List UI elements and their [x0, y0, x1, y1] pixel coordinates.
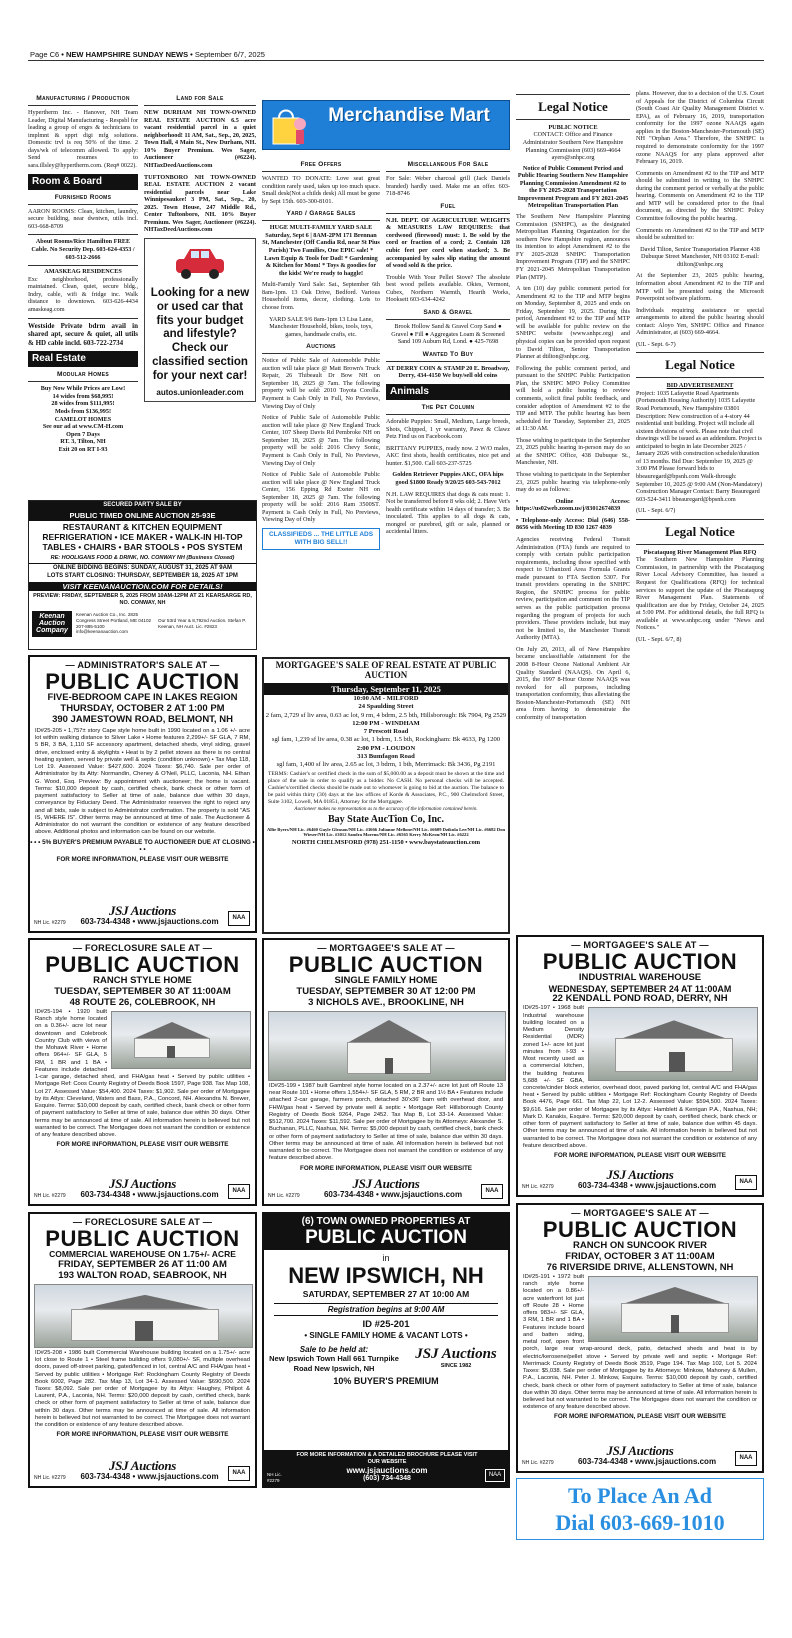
ad-address: 48 ROUTE 26, COLEBROOK, NH: [69, 997, 216, 1009]
sale-details: sgl fam, 1,400 sf liv area, 2.65 ac lot, 3 bdrm, 1 bth, Merrimack: Bk 3436, Pg 2191: [276, 761, 496, 769]
ad-date: FRIDAY, SEPTEMBER 26 AT 11:00 AM: [58, 1258, 227, 1270]
ad-footer: [30, 1458, 255, 1484]
ad-footer: [264, 1176, 508, 1202]
sale-time: 10:00 AM - MILFORD: [353, 695, 419, 703]
legal-paragraph: On July 20, 2013, all of New Hampshire became unclassifiable /attainment for the 2008 8-Hour Ozone National Ambient Air Quality Standard (NAAQS). On April 6, 2015, the 1997 8-Hour Ozone NAAQS was revoked for all purposes, including transportation conformity, thus alleviating the Boston-Manchester-Portsmouth (SE) NH area from having to demonstrate the conformity of transportation: [516, 645, 630, 721]
rfq-body: The Southern New Hampshire Planning Commission, in partnership with the Piscataquog River Local Advisory Committee, has issued a Request for Qualifications (RFQ) for technical services to support the update of the Piscataquog River Management Plan. Statements of qualification are due by Friday, October 24, 2025 at 5:00 PM. For additional details, the full RFQ is available at www.snhpc.org under "News and Notices.": [636, 556, 764, 632]
property-photo: [588, 1007, 758, 1081]
jsj-logo: JSJ Auctions: [606, 1167, 674, 1183]
legal-paragraph: Individuals requiring assistance or special arrangements to attend the public hearing should contact: Aloyo Yen, SNHPC Office and Finance Administrator, at (603) 669-4664.: [636, 306, 764, 337]
ad-description: ID#25-199 • 1987 built Gambrel style home located on a 2.37+/- acre lot just off Route 13 near Route 101 • Home offers 1,554+/- SF GLA, 5 RM, 2 BR and 1½ BA • Features include attached 2-car garage, farmers porch, detached 30'x36' barn with overhead door, and FHW/gas heat • Served by private well & septic • Mortgage Ref: Hillsborough County Registry of Deeds Book 9264, Page 2452. Tax Map B, Lot 33-14. Assessed Value: $512,700. 2024 Taxes: $11,592. Sale per order of Mortgagee by its Attorneys: Alexander S. Buchanan, PLLC, Nashua, NH. Terms: $5,000 deposit by cash, certified check, bank check or other form of payment satisfactory to Seller at time of sale, balance due within 30 days. Other terms may be announced at time of sale. All information herein is believed but not warranted to be correct. The Mortgagee does not warrant the condition or existence of any feature described above.: [269, 1082, 503, 1162]
merchandise-mart-title: Merchandise Mart: [328, 105, 490, 126]
ad-id: ID #25-201: [362, 1319, 410, 1331]
ad-more-info: FOR MORE INFORMATION, PLEASE VISIT OUR WEBSITE: [553, 1413, 726, 1421]
ad-kicker: SECURED PARTY SALE BY: [29, 501, 256, 510]
listing: Brook Hollow Sand & Gravel Corp Sand ● Gravel ● Fill ● Aggregates Loam & Screened Sand 109 Auburn Rd, Lond. ● 425-7698: [391, 322, 505, 346]
ad-premium: • • • 5% BUYER'S PREMIUM PAYABLE TO AUCTIONEER DUE AT CLOSING • • •: [30, 838, 255, 854]
section-head: Modular Homes: [28, 370, 138, 382]
ad-date: THURSDAY, OCTOBER 2 AT 1:00 PM: [60, 703, 225, 715]
ad-property: • SINGLE FAMILY HOME & VACANT LOTS •: [304, 1330, 468, 1340]
zoom-link[interactable]: • Online Access: https://us02web.zoom.us/j/83012674839: [516, 497, 630, 513]
ad-address: 3 NICHOLS AVE., BROOKLINE, NH: [308, 997, 464, 1009]
ad-property: COMMERCIAL WAREHOUSE ON 1.75+/- ACRE: [49, 1249, 236, 1260]
jsj-logo: JSJ Auctions: [415, 1345, 497, 1362]
listing: Westside Private bdrm avail in shared apt, secure & quiet, all utils & HD cable incld. 603-722-2734: [28, 318, 138, 348]
ad-license: Our 53rd Year & 8,792nd Auction. Stefan P. Keenan, NH Auct. Lic. #2823: [158, 618, 247, 629]
section-head: Manufacturing / Production: [28, 94, 138, 106]
ad-held: Sale to be held at:: [299, 1344, 369, 1354]
jsj-logo: JSJ Auctions: [108, 1458, 177, 1474]
legal-paragraph: plans. However, due to a decision of the U.S. Court of Appeals for the District of Columbia Circuit (South Coast Air Quality Management District v. EPA), as of February 16, 2019, transportation conformity for the 1997 ozone NAAQS again applies in the Boston-Manchester-Portsmouth (SE) NH "Orphan Area." Therefore, the SNHPC is required to demonstrate conformity for the 1997 ozone NAAQS for any plans approved after February 16, 2019.: [636, 90, 764, 166]
listing: Notice of Public Sale of Automobile Public auction will take place @ New England Truck Center, 156 Epping Rd Exeter NH on September 18, 2025 @ 7am. The following property will be sold: 2016 Ram 3500ST. Payment is Cash Only in Full, No Previews, Viewing Day of Only: [262, 471, 380, 524]
merchandise-mart-banner: [262, 100, 510, 150]
listing: Exc neighborhood, professionally maintained. Clean, quiet, secure bldg., Indry, cable, wifi & fridge inc. Walk distance to downtown. 603-626-4434 amaskeag.com: [28, 275, 138, 313]
section-head: Yard / Garage Sales: [262, 209, 380, 221]
jsj-logo: JSJ Auctions: [352, 1176, 420, 1192]
ad-line: See our ad at www.CM-H.com: [42, 423, 124, 431]
property-photo: [268, 1011, 506, 1081]
listing: AT DERRY COIN & STAMP 20 E. Broadway, Derry, 434-4150 We buy/sell old coins: [386, 364, 510, 380]
ad-footer: [30, 1176, 255, 1202]
ad-footer: [518, 1443, 762, 1469]
listing: N.H. DEPT. OF AGRICULTURE WEIGHTS & MEASURES LAW REQUIRES: that cordwood (firewood) must: 1. Be sold by the cord or fraction of a cord; 2. Contain 128 cubic feet per cord when stacked; 3. Be accompanied by sales slip stating the amount of wood sold & the price.: [386, 216, 510, 270]
ad-more-info: FOR MORE INFORMATION, PLEASE VISIT OUR WEBSITE: [56, 1431, 229, 1439]
section-head: Wanted To Buy: [386, 350, 510, 362]
jsj-logo: JSJ Auctions: [108, 1176, 177, 1192]
ad-bid-start: ONLINE BIDDING BEGINS: SUNDAY, AUGUST 31, 2025 AT 9AM: [29, 563, 256, 572]
sale-address: 24 Spaulding Street: [358, 703, 414, 711]
legal-contact: CONTACT: Office and Finance Administrator Southern New Hampshire Planning Commission (603) 669-4664 ayers@snhpc.org: [522, 131, 624, 162]
ad-headline: PUBLIC AUCTION: [45, 669, 240, 695]
legal-column-1: [516, 90, 630, 721]
sale-details: sgl fam, 1,239 sf liv area, 0.38 ac lot, 1 bdrm, 1.5 bth, Rockingham: Bk 4633, Pg 1200: [271, 736, 501, 744]
listing: Hypertherm Inc. - Hanover, NH Team Leader, Digital Manufacturing - Respsbl for leading a group of engrs & technicians to implmnt & spprt digi mfg solutions. Domestic trvl is req 50% of the time. 2 days/wk of telecomm allowed. To apply: Send resumes to sara.illsley@hypertherm.com. (Req# 0022).: [28, 109, 138, 169]
ad-headline: PUBLIC AUCTION: [45, 952, 240, 978]
keenan-logo: Keenan Auction Company: [32, 611, 72, 637]
section-head: Auctions: [262, 342, 380, 354]
ad-line: Buy Now While Prices are Low!: [40, 385, 126, 393]
ad-footer: [30, 903, 255, 929]
ad-contact[interactable]: NORTH CHELMSFORD (978) 251-1150 • www.baystateauction.com: [291, 838, 481, 846]
listing: HUGE MULTI-FAMILY YARD SALE Saturday, Sept 6 | 8AM-2PM 171 Brennan St, Manchester (Off Candia Rd, near St Pius Parish) Two Families, One EPIC sale! * Lawn Equip & Tools for Dad! * Gardening & Kitchen for Mom! * Toys & goodies for the kids! We're ready to haggle!: [262, 224, 380, 277]
ad-property: SINGLE FAMILY HOME: [334, 975, 438, 987]
ad-date: TUESDAY, SEPTEMBER 30 AT 12:00 PM: [296, 986, 476, 998]
license-number: NH Lic. #2279: [522, 1183, 554, 1190]
place-ad-line: To Place An Ad: [567, 1483, 713, 1508]
listing: Adorable Puppies: Small, Medium, Large breeds, Shots, Chipped, 1 yr warranty, Pawz & Clawz Petz Find us on Facebook.com: [386, 418, 510, 441]
auction-ad-belmont: [28, 655, 257, 933]
ad-address: Keenan Auction Co., Inc. 2825 Congress Street Portland, ME 04102 207-885-5100 info@keenanauction.com: [76, 612, 152, 635]
legal-code: (UL - Sept. 6/7, 8): [636, 635, 682, 643]
contact-phone[interactable]: 603-734-4348 • www.jsjauctions.com: [80, 917, 219, 927]
ad-licenses: Allie Byers/NH Lic. #6460 Gayle Gleason/NH Lic. #3666 Julianne Mellone/NH Lic. #6609 Dzikula Lee/NH Lic. #6682 Don Wieser/NH Lic. #3012 Sandra Moreno/NH Lic. #6565 Kerry McKeon/NH Lic. #6222: [266, 826, 506, 838]
jsj-logo: JSJ Auctions: [606, 1443, 674, 1459]
listing: Golden Retriever Puppies AKC, OFA hips good $1800 Ready 9/20/25 603-543-7012: [392, 471, 504, 486]
car-ad-url[interactable]: autos.unionleader.com: [156, 387, 244, 397]
listing: NEW DURHAM NH TOWN-OWNED REAL ESTATE AUCTION 6.5 acre vacant residential parcel in a quiet neighborhood! 11 AM, Sat., Sep., 20, 2025, Town Hall, 4 Main St., New Durham, NH. 10% Buyer Premium. Wes Sager, Auctioneer (#6224). NHTaxDeedAuctions.com: [144, 109, 256, 169]
ad-description: ID#25-208 • 1986 built Commercial Warehouse building located on a 1.75+/- acre lot close to Route 1 • Steel frame building offers 9,080+/- SF, multiple overhead doors, paved off-street parking, gated/fenced in lot, central A/C and FHA/gas heat • Served by public utilities • Mortgage Ref: Rockingham County Registry of Deeds Book 6002, Page 282. Tax Map 13, Lot 34-1. Assessed Value: $690,500. 2024 Taxes: $8,092. Sale per order of Mortgagee by its Attys: Haughey, Philpot & Laurent, P.A., Laconia, NH. Terms: $20,000 deposit by cash, certified check, bank check or other form of payment satisfactory to Seller at time of sale, balance due within 30 days. Other terms may be announced at time of sale. All information herein is believed but not warranted to be correct. The Mortgagee does not warrant the condition or existence of any feature described above.: [35, 1349, 250, 1429]
ad-kicker: — MORTGAGEE'S SALE AT —: [317, 943, 455, 953]
ad-line: 28 wides from $111,995!: [51, 400, 115, 408]
jsj-logo: JSJ Auctions: [108, 903, 177, 919]
ad-headline: PUBLIC AUCTION: [542, 1217, 738, 1243]
naa-logo: NAA: [228, 1184, 250, 1199]
contact-phone[interactable]: 603-734-4348 • www.jsjauctions.com: [323, 1190, 463, 1200]
legal-paragraph: Those wishing to participate in the September 23, 2025 public hearing in-person may do so at the SNHPC Office, 438 Dubuque St., Manchester, NH.: [516, 436, 630, 467]
ad-address: 193 WALTON ROAD, SEABROOK, NH: [58, 1269, 227, 1281]
ad-footer: [518, 1167, 762, 1193]
auction-ad-seabrook: [28, 1212, 257, 1488]
car-ad: [144, 238, 256, 402]
classifieds-promo: CLASSIFIEDS ... THE LITTLE ADS WITH BIG SELL!!: [262, 528, 380, 550]
legal-paragraph: The Southern New Hampshire Planning Commission (SNHPC), as the designated Metropolitan Planning Organization for the southern New Hampshire region, announces its intention to adopt Amendment #2 to the FY 2025-2028 SNHPC Transportation Improvement Program (TIP) and the SNHPC FY 2021-2045 Metropolitan Transportation Plan (MTP).: [516, 213, 630, 281]
paper-name: NEW HAMPSHIRE SUNDAY NEWS: [65, 50, 189, 59]
place-ad-promo[interactable]: [516, 1478, 764, 1540]
ad-visit-link[interactable]: VISIT KEENANAUCTION.COM FOR DETAILS!: [29, 582, 256, 591]
ad-since: SINCE 1982: [440, 1362, 472, 1369]
ad-line: Mods from $136,995!: [54, 408, 112, 415]
auction-ad-brookline: [262, 938, 510, 1206]
ad-headline: PUBLIC AUCTION: [305, 1227, 467, 1249]
page-number: Page C6: [30, 50, 60, 59]
bid-title: BID ADVERTISEMENT: [666, 382, 734, 390]
place-ad-phone: Dial 603-669-1010: [555, 1509, 725, 1535]
legal-column-2: [636, 90, 764, 928]
ad-website[interactable]: www.jsjauctions.com: [346, 1465, 428, 1475]
section-head: Free Offers: [262, 160, 380, 172]
property-photo: [588, 1276, 758, 1342]
classified-column-1: [28, 92, 138, 552]
license-number: NH Lic. #2279: [522, 1459, 554, 1466]
legal-heading: Legal Notice: [516, 94, 630, 120]
ad-terms: TERMS: Cashier's or certified check in the sum of $5,000.00 as a deposit must be shown at the time and place of the sale in order to qualify as a bidder. No CASH. No personal checks will be accepted. Cashier's/certified checks should be made out to whomever is going to bid at the auction. The balance to be paid within thirty (30) days at the law offices of Korde & Associates, P.C., 900 Chelmsford Street, Suite 3102, Lowell, MA 01851, Attorney for the Mortgagee.: [268, 771, 504, 805]
ad-address: 390 JAMESTOWN ROAD, BELMONT, NH: [52, 714, 233, 726]
ad-re: RE: HOOLIGANS FOOD & DRINK, NO. CONWAY NH (Business Closed): [50, 554, 235, 561]
license-number: NH Lic. #2279: [268, 1192, 300, 1199]
listing: TUFTONBORO NH TOWN-OWNED REAL ESTATE AUCTION 2 vacant residential parcels near Lake Winnipesaukee! 3 PM, Sat., Sep., 20, 2025. Town House, 247 Middle Rd., Center Tuftonboro, NH. 10% Buyer Premium. Wes Sager, Auctioneer (#6224). NHTaxDeedAuctions.com: [144, 173, 256, 234]
license-number: NH Lic. #2279: [34, 919, 66, 926]
listing: AARON ROOMS: Clean, kitchen, laundry, secure building, near dwntwn, utils incl. 603-668-8709: [28, 207, 138, 230]
ad-more-info: FOR MORE INFORMATION, PLEASE VISIT OUR WEBSITE: [553, 1152, 726, 1160]
category-bar: Animals: [386, 384, 510, 400]
ad-more-info: FOR MORE INFORMATION, PLEASE VISIT OUR WEBSITE: [56, 855, 229, 863]
listing: About Rooms/Rice Hamilton FREE Cable. No Security Dep. 603-624-4353 / 603-512-2666: [28, 234, 138, 261]
listing: WANTED TO DONATE: Love seat great condition rarely used, takes up too much space. Small desk(Not a childs desk) All must be gone by Sept 15th. 603-300-8101.: [262, 175, 380, 205]
legal-paragraph: At the September 23, 2025 public hearing, information about Amendment #2 to the TIP and MTP will be presented using the Microsoft Powerpoint software platform.: [636, 272, 764, 303]
legal-paragraph: Agencies receiving Federal Transit Administration (FTA) funds are required to comply with certain public participation requirements, including those specified with respect to Urbanized Area Formula Grants made pursuant to FTA Section 5307. For transit providers operating in the SNHPC Region, the SNHPC process for public review, participation and comment on the TIP serves as the public participation process regarding the program of projects for such providers. These providers include, but may not be limited to, the Manchester Transit Authority (MTA).: [516, 535, 630, 642]
legal-paragraph: Following the public comment period, and pursuant to the SNHPC Public Participation Plan, the SNHPC MPO Policy Committee will hold a public hearing to review comments, solicit final public feedback, and consider adoption of Amendment #2 to the TIP and MTP. The public hearing has been scheduled for Tuesday, September 23, 2025 at 11:30 AM.: [516, 364, 630, 433]
ad-date: WEDNESDAY, SEPTEMBER 24 AT 11:00AM: [548, 984, 732, 995]
ad-date: SATURDAY, SEPTEMBER 27 AT 10:00 AM: [302, 1289, 470, 1300]
bid-body: Project: 1035 Lafayette Road Apartments (Portsmouth Housing Authority) 1035 Lafayette Road Portsmouth, New Hampshire 03801 Description: New construction of a 4-story 44 residential unit building. Project will include all sixteen divisions of work. Please note that civil drawings will be issued as an addendum. Project is anticipated to begin in late December 2025 / January 2026 with construction schedule/duration of 13 months. Bid Due: September 19, 2025 @ 3:00 PM Please forward bids to bbeauregard@bpsnh.com Walk-through: September 10, 2025 @ 9:00 AM (Non-Mandatory) Construction Manager Contact: Barry Beauregard 603-524-3411 bbeauregard@bpsnh.com: [636, 389, 763, 503]
listing: Multi-Family Yard Sale: Sat., September 6th 8am-1pm. 13 Oak Drive, Bedford. Various Household items, decor, clothing. Lots to choose from.: [262, 281, 380, 311]
ad-town: NEW IPSWICH, NH: [288, 1263, 484, 1289]
legal-code: (UL - Sept. 6/7): [636, 507, 676, 515]
auction-ad-allenstown: [516, 1203, 764, 1473]
ad-date: FRIDAY, OCTOBER 3 AT 11:00AM: [565, 1251, 715, 1263]
license-number: NH Lic. #2279: [34, 1192, 66, 1199]
shopping-bag-icon: [269, 104, 309, 148]
listing: Notice of Public Sale of Automobile Public auction will take place @ New England Truck Center, 107 Sheep Davis Rd Pembroke NH on September 18, 2025 @ 7am. The following property will be sold: 2016 Chevy Sonic, Payment is Cash Only in Full, No Previews, Viewing Day of Only: [262, 414, 380, 467]
ad-line: Open 7 Days: [66, 430, 100, 438]
section-head: Fuel: [386, 202, 510, 214]
section-head: Furnished Rooms: [28, 193, 138, 205]
property-photo: [34, 1284, 253, 1348]
section-head: Sand & Gravel: [386, 308, 510, 320]
ad-premium: 10% BUYER'S PREMIUM: [333, 1375, 439, 1386]
section-head: Land for Sale: [144, 94, 256, 106]
auction-ad-derry: [516, 935, 764, 1197]
section-head: The Pet Column: [386, 403, 510, 415]
ad-kicker: — ADMINISTRATOR'S SALE AT —: [65, 660, 220, 670]
license-number: NH Lic. #2279: [34, 1474, 66, 1481]
baystate-auction-ad: [262, 657, 510, 934]
listing: BRITTANY PUPPIES, ready now. 2 W/O males, AKC first shots, health certificates, nice pet and hunter. $1,500. Call 603-237-5725: [386, 444, 510, 467]
naa-logo: NAA: [228, 911, 250, 926]
contact-phone[interactable]: 603-734-4348 • www.jsjauctions.com: [577, 1181, 717, 1191]
phone-access: • Telephone-only Access: Dial (646) 558-8656 with Meeting ID 830 1267 4839: [516, 516, 630, 532]
naa-logo: NAA: [228, 1466, 250, 1481]
ad-venue: New Ipswich Town Hall 661 Turnpike Road New Ipswich, NH: [269, 1354, 399, 1374]
naa-logo: NAA: [735, 1451, 757, 1466]
legal-paragraph: A ten (10) day public comment period for Amendment #2 to the TIP and MTP begins on Monday, September 8, 2025 and ends on Friday, September 19, 2025. During this period, Amendment #2 to the TIP and MTP will be available for public review on the SNHPC website (www.snhpc.org) and physical copies can be provided upon request to David Tilton, Senior Transportation Planner at dtilton@snhpc.org.: [516, 285, 630, 361]
ad-address: 76 RIVERSIDE DRIVE, ALLENSTOWN, NH: [546, 1262, 734, 1274]
ad-line: 14 wides from $68,995!: [52, 392, 114, 400]
legal-address: David Tilton, Senior Transportation Planner 438 Dubuque Street Manchester, NH 03102 E-mail: dtilton@snhpc.org: [640, 245, 760, 268]
legal-heading: Legal Notice: [636, 519, 764, 545]
category-bar: Real Estate: [28, 351, 138, 367]
contact-phone[interactable]: 603-734-4348 • www.jsjauctions.com: [80, 1472, 219, 1482]
baystate-logo: Bay State AucTion Co, Inc.: [328, 814, 444, 826]
ad-property: FIVE-BEDROOM CAPE IN LAKES REGION: [47, 692, 238, 704]
ad-description: ID#25-205 • 1,757± story Cape style home built in 1990 located on a 1.06 +/- acre lot within walking distance to Silver Lake • Home features 2,299+/- SF GLA, 7 RM, 5 BR, 3 BA, 1,110 SF accessory apartment, detached sheds, vinyl siding, gravel drive, enclosed entry & skylights • Heat is by 2 pellet stoves as there is no central heating system, served by private well & septic (condition unknown) • Tax Map 118, Lot 19. Assessed Value: $427,600. 2024 Taxes: $6,740. Sale per order of Administrator by its Atty: Normandin, Cheney & O'Neil, PLLC, Laconia, NH. Ethan G. Wood, Esq. Preview: By appointment with auctioneer; the home is vacant. Terms: $10,000 deposit by cash, certified check, bank check or other form of payment satisfactory to Seller at time of sale, balance due within 30 days, conveyance by Fiduciary Deed. The Administrator reserves the right to reject any and all bids, sale is subject to Administrator confirmation. The property is sold "AS IS, WHERE IS". Other terms may be announced at time of sale. The Auctioneer & Administrator do not warrant the condition or existence of any feature described above. Additional photos and information can be found on our website.: [35, 727, 250, 836]
ad-description: ID#25-194 • 1920 built Ranch style home located on a 0.36+/- acre lot near downtown and Colebrook Country Club with views of the Mohawk River • Home offers 964+/- SF GLA, 5 RM, 1 BR and 1 BA • Features include detached 1-car garage, detached shed, and FHA/gas heat • Served by public utilities • Mortgage Ref: Coos County Registry of Deeds Book 1597, Page 938. Tax Map 108, Lot 27. Assessed Value: $54,400. 2024 Taxes: $1,902. Sale per order of Mortgagee by its Attys: Cleveland, Waters and Bass, P.A., Concord, NH. Alexandra N. Brewer, Esquire. Terms: $10,000 deposit by cash, certified check, bank check or other form of payment satisfactory to Seller at time of sale, balance due within 30 days. Other terms may be announced at time of sale. All information herein is believed but not warranted to be correct. The Mortgagee does not warrant the condition or existence of any feature described above.: [35, 1008, 250, 1138]
merch-column-right: [386, 158, 510, 652]
listing: YARD SALE 9/6 8am-1pm 13 Lisa Lane, Manchester Household, bikes, tools, toys, games, handmade crafts, etc.: [269, 315, 373, 338]
naa-logo: NAA: [735, 1175, 757, 1190]
car-ad-text: Looking for a new or used car that fits your budget and lifestyle? Check our classified section for your next car!: [150, 287, 250, 382]
ad-preview: PREVIEW: FRIDAY, SEPTEMBER 5, 2025 FROM 10AM-12PM AT 21 KEARSARGE RD, NO. CONWAY, NH: [33, 593, 252, 606]
ad-property: RANCH ON SUNCOOK RIVER: [572, 1240, 708, 1252]
ad-kicker: (6) TOWN OWNED PROPERTIES AT: [301, 1216, 471, 1227]
ad-date: TUESDAY, SEPTEMBER 30 AT 11:00AM: [54, 986, 231, 998]
legal-code: (UL - Sept. 6-7): [636, 340, 676, 348]
ad-headline: PUBLIC AUCTION: [288, 952, 484, 978]
ad-more-info: FOR MORE INFORMATION & A DETAILED BROCHURE PLEASE VISIT OUR WEBSITE: [296, 1452, 478, 1466]
ad-line: RT. 3, Tilton, NH: [60, 438, 106, 446]
ad-registration: Registration begins at 9:00 AM: [274, 1303, 498, 1317]
ad-description: ID#25-197 • 1968 built Industrial warehouse building located on a Medium Density Residential (MDR) zoned 1+/- acre lot just minutes from I-93 • Most recently used as a commercial kitchen, the building features 5,688 +/- SF GBA, concrete/cinder block exterior, overhead door, paved parking lot, central A/C and FHA/gas heat • Served by public utilities • Mortgage Ref: Rockingham County Registry of Deeds Book 4476, Page 661. Tax Map 22, Lot 12-2. Assessed Value: $594,500. 2024 Taxes: $9,616. Sale per order of Mortgagee by its Attys: Hamblett & Kerrigan P.A., Nashua, NH; Mark D. Kanakis, Esquire. Terms: $20,000 deposit by cash, certified check, bank check or other form of payment satisfactory to Seller at time of sale, balance due within 45 days. Other terms may be announced at time of sale. All information herein is believed but not warranted to be correct. The Mortgagee does not warrant the condition or existence of any feature described above.: [523, 1005, 757, 1149]
ad-title: MORTGAGEE'S SALE OF REAL ESTATE AT PUBLIC AUCTION: [275, 660, 497, 680]
ad-kicker: — MORTGAGEE'S SALE AT —: [571, 940, 709, 950]
sale-address: 313 Bumfagon Road: [357, 752, 415, 760]
legal-heading: Legal Notice: [636, 352, 764, 378]
sale-time: 12:00 PM - WINDHAM: [352, 719, 420, 727]
ad-more-info: FOR MORE INFORMATION, PLEASE VISIT OUR WEBSITE: [56, 1141, 229, 1149]
ad-headline: PUBLIC AUCTION: [542, 949, 738, 975]
property-photo: [111, 1011, 251, 1069]
ad-description: ID#25-191 • 1972 built ranch style home located on a 0.86+/- acre waterfront lot just off Route 28 • Home offers 983+/- SF GLA, 3 RM, 1 BR and 1 BA • Features include board and batten siding, metal roof, open front porch, large rear wrap-around deck, patio, detached sheds and heat is by electric/kerosene/pellet stove • Served by private well and septic • Mortgage Ref: Merrimack County Registry of Deeds Book 3519, Page 194. Tax Map 102, Lot 5. 2024 Taxes: $5,038. Sale per order of Mortgagee by its Attorneys: Minkow, Mahoney & Mullen, P.A., Laconia, NH. Peter J. Minkow, Esquire. Terms: $10,000 deposit by cash, certified check, bank check or other form of payment satisfactory to Seller at time of sale, balance due within 30 days. Other terms may be announced at time of sale. All information herein is believed but not warranted to be correct. The Mortgagee does not warrant the condition or existence of any feature described above.: [523, 1273, 757, 1411]
listing: Notice of Public Sale of Automobile Public auction will take place @ Matt Brown's Truck Repair, 26 Thibeault Dr Bow NH on September 18, 2025 @ 7am. The following property will be sold: 2010 Toyota Corolla. Payment is Cash Only in Full, No Previews, Viewing Day of Only: [262, 357, 380, 410]
legal-paragraph: Those wishing to participate in the September 23, 2025 public hearing via telephone-only may do so as follows:: [516, 471, 630, 494]
ad-line: Exit 20 on RT I-93: [58, 445, 108, 453]
listing: N.H. LAW REQUIRES that dogs & cats must: 1. Not be transferred before 8 wks old; 2. Have Vet's health certificate within 14 days of transfer; 3. Be inoculated. This applies to all dogs & cats, mongrel or purebred, gift or sale, planned or accidental litters.: [386, 490, 510, 536]
contact-phone[interactable]: 603-734-4348 • www.jsjauctions.com: [80, 1190, 219, 1200]
ad-property: RANCH STYLE HOME: [93, 975, 192, 987]
auction-ad-colebrook: [28, 938, 257, 1206]
sale-details: 2 fam, 2,729 sf liv area, 0.63 ac lot, 9 rm, 4 bdrm, 2.5 bth, Hillsborough: Bk 7904, Pg 2529: [265, 711, 507, 719]
listing-title: AMASKEAG RESIDENCES: [28, 265, 138, 276]
ad-bid-close: LOTS START CLOSING: THURSDAY, SEPTEMBER 18, 2025 AT 1PM: [47, 572, 238, 579]
listing: For Sale: Weber charcoal grill (Jack Daniels branded) hardly used. Make me an offer. 603-718-8746: [386, 175, 510, 198]
ad-address: 22 KENDALL POND ROAD, DERRY, NH: [552, 993, 728, 1005]
ad-line: CAMELOT HOMES: [54, 415, 112, 423]
license-number: NH Lic. #2279: [267, 1472, 282, 1483]
merch-column-left: [262, 158, 380, 652]
page-header: Page C6 • NEW HAMPSHIRE SUNDAY NEWS • September 6/7, 2025: [30, 50, 265, 59]
listing: Trouble With Your Pellet Stove? The absolute best wood pellets available. Okies, Vermont, Cubex, Northern Warmth, Hearth Works, Hooksett 603-634-4242: [386, 273, 510, 304]
legal-paragraph: Comments on Amendment #2 to the TIP and MTP should be submitted to:: [636, 226, 764, 242]
classified-column-2: [144, 92, 256, 502]
ad-items: RESTAURANT & KITCHEN EQUIPMENT REFRIGERATION • ICE MAKER • WALK-IN HI-TOP TABLES • CHAIRS • BAR STOOLS • POS SYSTEM: [42, 522, 243, 552]
ad-property: INDUSTRIAL WAREHOUSE: [578, 972, 702, 984]
ad-more-info: FOR MORE INFORMATION, PLEASE VISIT OUR WEBSITE: [299, 1164, 472, 1172]
car-icon: [170, 243, 230, 283]
header-rule: [28, 60, 764, 61]
keenan-auction-ad: [28, 500, 257, 650]
legal-paragraph: Comments on Amendment #2 to the TIP and MTP should be submitted in writing to the SNHPC during the comment period or verbally at the public hearing. Comments on Amendment #2 to the TIP and MTP will be considered prior to the final document, as directed by the SNHPC Policy Committee following the public hearing.: [636, 169, 764, 222]
ad-disclaimer: Auctioneer makes no representation as to the accuracy of the information contained herein.: [294, 807, 478, 813]
ad-kicker: — FORECLOSURE SALE AT —: [72, 943, 213, 953]
ad-in: in: [382, 1253, 390, 1264]
legal-notice-title: Notice of Public Comment Period and Public Hearing Southern New Hampshire Planning Commission Amendment #2 to the FY 2025-2028 Transportation Improvement Program and FY 2021-2045 Metropolitan Transportation Plan: [517, 164, 629, 210]
contact-phone[interactable]: 603-734-4348 • www.jsjauctions.com: [577, 1457, 717, 1467]
category-bar: Room & Board: [28, 174, 138, 190]
ad-headline: PUBLIC AUCTION: [45, 1226, 240, 1252]
rfq-title: Piscataquog River Management Plan RFQ: [643, 548, 757, 556]
ad-kicker: — FORECLOSURE SALE AT —: [72, 1217, 213, 1227]
naa-logo: NAA: [481, 1184, 503, 1199]
ad-phone[interactable]: (603) 734-4348: [363, 1475, 411, 1483]
section-head: Miscellaneous For Sale: [386, 160, 510, 172]
naa-logo: NAA: [485, 1469, 505, 1482]
legal-title: PUBLIC NOTICE: [548, 123, 598, 131]
camelot-ad: [28, 385, 138, 453]
ad-title: PUBLIC TIMED ONLINE AUCTION 25-93E: [29, 510, 256, 521]
issue-date: September 6/7, 2025: [194, 50, 265, 59]
sale-address: 7 Prescott Road: [363, 728, 409, 736]
ad-date: Thursday, September 11, 2025: [264, 683, 508, 695]
sale-time: 2:00 PM - LOUDON: [356, 744, 416, 752]
ad-kicker: — MORTGAGEE'S SALE AT —: [571, 1208, 709, 1218]
auction-ad-new-ipswich: [262, 1212, 510, 1488]
